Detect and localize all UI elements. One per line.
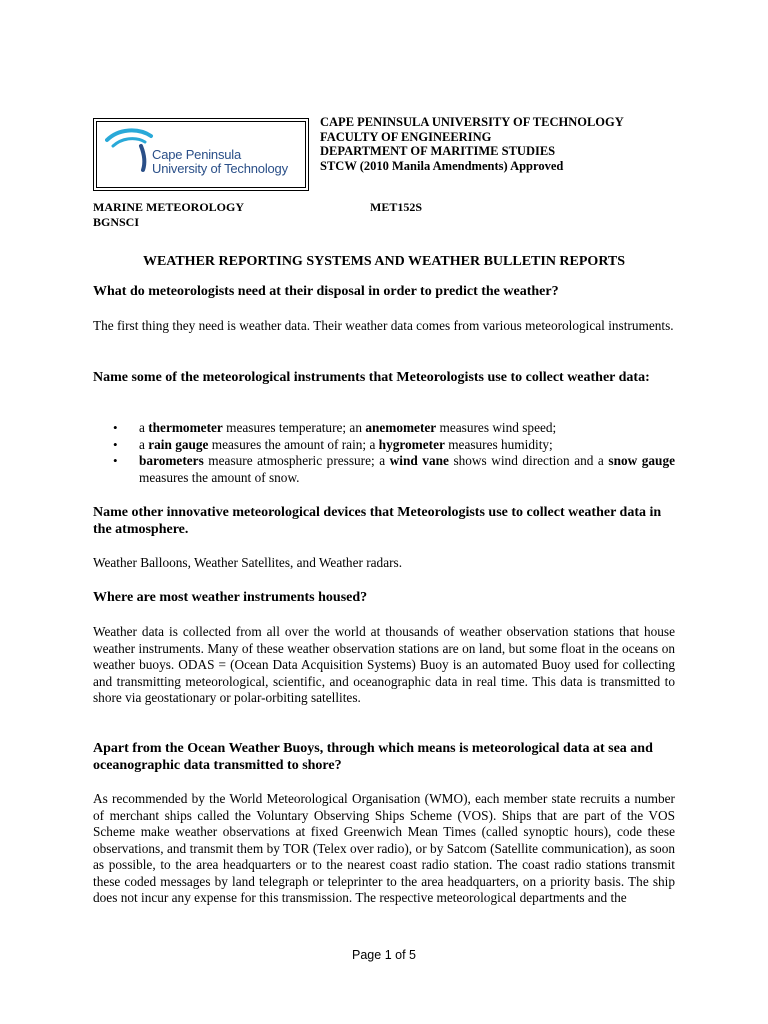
course-sub: BGNSCI: [93, 215, 140, 229]
logo-text: Cape Peninsula University of Technology: [152, 147, 288, 176]
course-code: MET152S: [370, 200, 423, 214]
question-heading: Apart from the Ocean Weather Buoys, through which means is meteorological data at sea and oceanographic data transmitted to shore?: [93, 741, 653, 773]
question-heading: Name some of the meteorological instruments that Meteorologists use to collect weather data:: [93, 370, 650, 385]
institution-line: STCW (2010 Manila Amendments) Approved: [320, 158, 564, 173]
answer-paragraph: Weather data is collected from all over the world at thousands of weather observation stations that house weather instruments. Many of these weather observation stations are on land, but some float in the oceans on weather buoys. ODAS = (Ocean Data Acquisition Systems) Buoy is an automated Buoy used for collecting and transmitting meteorological, scientific, and oceanographic data in real time. This data is transmitted to shore via geostationary or polar-orbiting satellites.: [93, 624, 675, 705]
institution-line: DEPARTMENT OF MARITIME STUDIES: [320, 144, 556, 158]
institution-line: CAPE PENINSULA UNIVERSITY OF TECHNOLOGY: [320, 115, 624, 129]
document-title: WEATHER REPORTING SYSTEMS AND WEATHER BULLETIN REPORTS: [142, 254, 626, 269]
university-logo: [93, 118, 309, 191]
instrument-list: [113, 420, 675, 486]
list-item: • barometers measure atmospheric pressure; a wind vane shows wind direction and a snow gauge measures the amount of snow.: [113, 453, 675, 486]
question-heading: Name other innovative meteorological devices that Meteorologists use to collect weather data in the atmosphere.: [93, 505, 662, 537]
answer-paragraph: The first thing they need is weather data. Their weather data comes from various meteorological instruments.: [93, 318, 674, 333]
answer-paragraph: Weather Balloons, Weather Satellites, and Weather radars.: [93, 555, 403, 570]
list-item: • a thermometer measures temperature; an anemometer measures wind speed;: [113, 420, 675, 437]
list-item: • a rain gauge measures the amount of rain; a hygrometer measures humidity;: [113, 437, 675, 454]
question-heading: What do meteorologists need at their disposal in order to predict the weather?: [93, 284, 559, 299]
course-info: [93, 200, 244, 230]
institution-header: [320, 115, 624, 173]
institution-line: FACULTY OF ENGINEERING: [320, 129, 492, 144]
answer-paragraph: As recommended by the World Meteorological Organisation (WMO), each member state recruits a number of merchant ships called the Voluntary Observing Ships Scheme (VOS). Ships that are part of the VOS Scheme make weather observations at fixed Greenwich Mean Times (called synoptic hours), code these observations, and transmit them by TOR (Telex over radio), or by Satcom (Satellite communication), as soon as possible, to the area headquarters or to the nearest coast radio station. The coast radio stations transmit these coded messages by land telegraph or teleprinter to the area headquarters, on a priority basis. The ship does not incur any expense for this transmission. The respective meteorological departments and the: [93, 791, 675, 905]
question-heading: Where are most weather instruments housed?: [93, 590, 368, 605]
page-footer: Page 1 of 5: [352, 948, 416, 962]
course-name: MARINE METEOROLOGY: [93, 200, 245, 214]
